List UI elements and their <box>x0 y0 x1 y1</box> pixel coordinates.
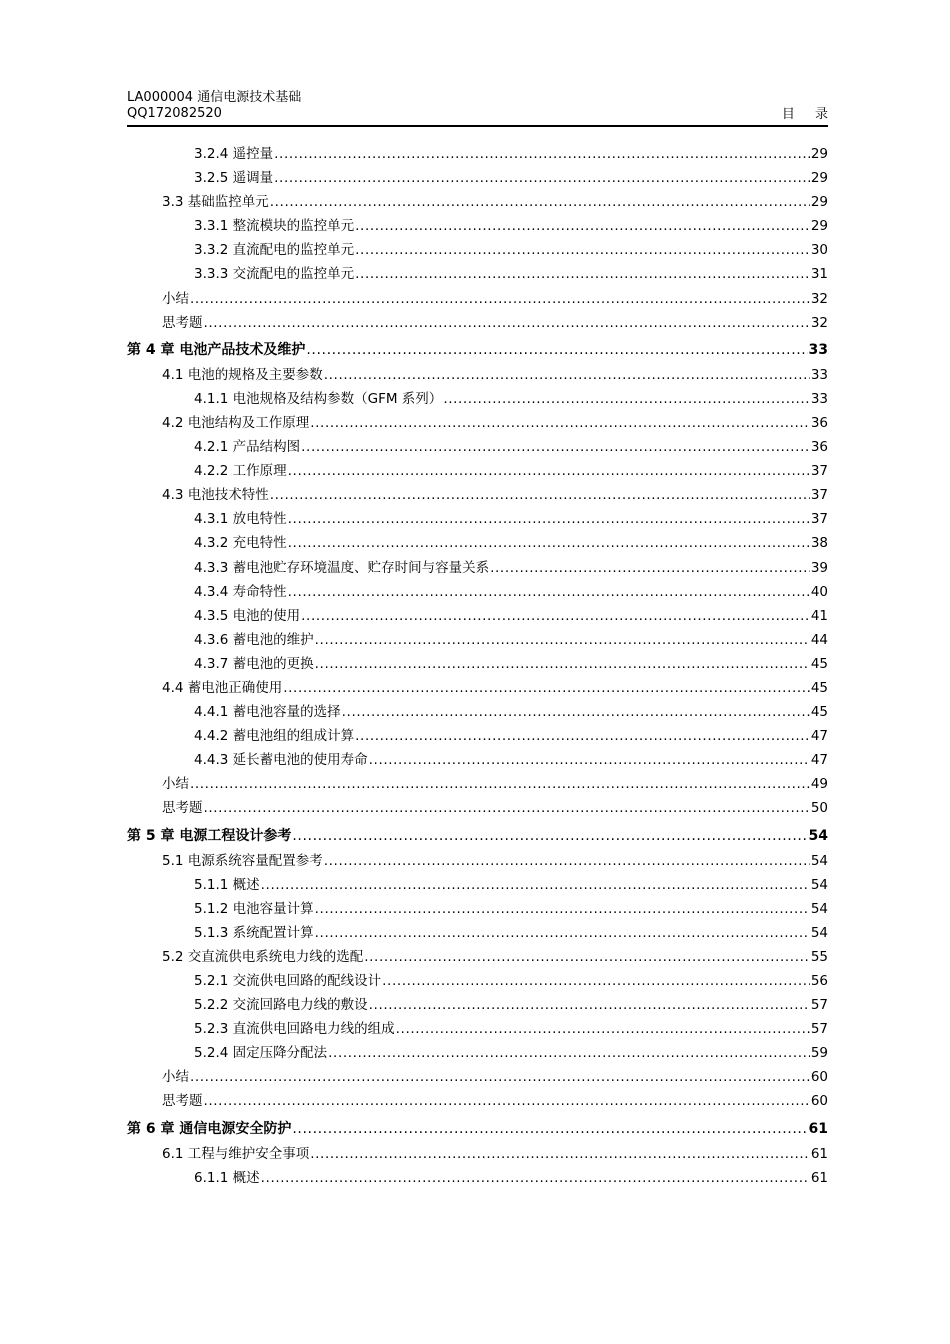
toc-entry[interactable] <box>127 411 828 435</box>
toc-entry[interactable] <box>127 238 828 262</box>
toc-entry-label: 4.3.4 寿命特性 <box>194 583 287 600</box>
toc-entry[interactable] <box>127 993 828 1017</box>
toc-entry[interactable] <box>127 772 828 796</box>
toc-entry-page: 45 <box>810 679 828 696</box>
toc-entry-page: 36 <box>810 414 828 431</box>
toc-entry-label: 思考题 <box>162 1093 203 1110</box>
toc-entry-page: 29 <box>810 146 828 162</box>
section-title: 目 录 <box>781 107 836 122</box>
dot-leader <box>204 311 810 335</box>
toc-entry-page: 60 <box>810 1069 828 1086</box>
toc-entry-label: 3.3 基础监控单元 <box>162 194 269 211</box>
toc-entry[interactable] <box>127 459 828 483</box>
toc-entry[interactable] <box>127 1166 828 1190</box>
toc-entry[interactable] <box>127 700 828 724</box>
toc-entry[interactable] <box>127 142 828 166</box>
dot-leader <box>443 387 810 411</box>
toc-entry-label: 5.1.1 概述 <box>194 876 260 893</box>
toc-entry-label: 4.3 电池技术特性 <box>162 487 269 504</box>
toc-entry-page: 41 <box>810 607 828 624</box>
dot-leader <box>190 772 810 796</box>
dot-leader <box>315 921 810 945</box>
toc-entry[interactable] <box>127 483 828 507</box>
toc-entry-label: 思考题 <box>162 314 203 331</box>
dot-leader <box>355 262 810 286</box>
toc-entry-page: 57 <box>810 997 828 1014</box>
toc-entry-label: 3.3.1 整流模块的监控单元 <box>194 218 355 235</box>
toc-entry[interactable] <box>127 435 828 459</box>
dot-leader <box>270 483 810 507</box>
dot-leader <box>369 748 810 772</box>
toc-entry[interactable] <box>127 1089 828 1113</box>
toc-entry-page: 61 <box>810 1169 828 1186</box>
toc-entry-label: 4.2.1 产品结构图 <box>194 439 301 456</box>
toc-entry-page: 37 <box>810 463 828 480</box>
toc-entry[interactable] <box>127 748 828 772</box>
toc-entry-label: 4.4 蓄电池正确使用 <box>162 679 283 696</box>
toc-entry-label: 4.1 电池的规格及主要参数 <box>162 366 323 383</box>
dot-leader <box>288 531 810 555</box>
toc-entry-page: 61 <box>808 1120 828 1137</box>
toc-entry-page: 54 <box>810 900 828 917</box>
toc-entry[interactable] <box>127 166 828 190</box>
toc-entry-page: 59 <box>810 1045 828 1062</box>
dot-leader <box>190 287 810 311</box>
toc-entry-label: 5.1 电源系统容量配置参考 <box>162 852 323 869</box>
toc-entry[interactable] <box>127 190 828 214</box>
dot-leader <box>364 945 810 969</box>
toc-entry[interactable] <box>127 387 828 411</box>
dot-leader <box>306 335 807 365</box>
toc-entry[interactable] <box>127 363 828 387</box>
toc-entry-page: 29 <box>810 170 828 187</box>
toc-entry[interactable] <box>127 214 828 238</box>
toc-entry-label: 4.3.3 蓄电池贮存环境温度、贮存时间与容量关系 <box>194 559 490 576</box>
document-qq: QQ172082520 <box>127 106 222 121</box>
dot-leader <box>301 604 810 628</box>
dot-leader <box>204 796 810 820</box>
toc-entry[interactable] <box>127 921 828 945</box>
dot-leader <box>324 849 810 873</box>
toc-entry[interactable] <box>127 945 828 969</box>
toc-entry-label: 4.2 电池结构及工作原理 <box>162 414 310 431</box>
toc-entry[interactable] <box>127 531 828 555</box>
toc-entry-label: 5.2.2 交流回路电力线的敷设 <box>194 997 368 1014</box>
toc-chapter-entry[interactable] <box>127 821 828 849</box>
toc-entry-page: 54 <box>808 827 828 844</box>
toc-entry-page: 32 <box>810 290 828 307</box>
toc-entry[interactable] <box>127 1065 828 1089</box>
toc-entry-label: 3.3.3 交流配电的监控单元 <box>194 266 355 283</box>
toc-entry-label: 4.3.2 充电特性 <box>194 535 287 552</box>
dot-leader <box>301 435 810 459</box>
toc-entry-label: 第 6 章 通信电源安全防护 <box>127 1120 292 1137</box>
toc-chapter-entry[interactable] <box>127 1114 828 1142</box>
toc-entry-label: 5.1.3 系统配置计算 <box>194 924 314 941</box>
toc-entry-label: 4.3.1 放电特性 <box>194 511 287 528</box>
dot-leader <box>355 238 810 262</box>
toc-entry[interactable] <box>127 287 828 311</box>
dot-leader <box>270 190 810 214</box>
toc-entry-page: 49 <box>810 776 828 793</box>
header-rule <box>127 125 828 127</box>
toc-entry-page: 47 <box>810 752 828 769</box>
toc-entry-page: 39 <box>810 559 828 576</box>
toc-entry[interactable] <box>127 849 828 873</box>
toc-entry[interactable] <box>127 1017 828 1041</box>
toc-entry[interactable] <box>127 676 828 700</box>
toc-entry-page: 33 <box>810 390 828 407</box>
dot-leader <box>274 166 810 190</box>
toc-entry-page: 40 <box>810 583 828 600</box>
toc-entry-label: 6.1 工程与维护安全事项 <box>162 1145 310 1162</box>
dot-leader <box>382 969 810 993</box>
toc-entry-label: 4.1.1 电池规格及结构参数（GFM 系列） <box>194 390 443 407</box>
toc-entry-page: 61 <box>810 1145 828 1162</box>
toc-entry-label: 小结 <box>162 776 189 793</box>
toc-entry-page: 31 <box>810 266 828 283</box>
toc-entry-label: 5.2.4 固定压降分配法 <box>194 1045 328 1062</box>
dot-leader <box>342 700 810 724</box>
toc-entry-page: 44 <box>810 631 828 648</box>
toc-entry-label: 5.2.3 直流供电回路电力线的组成 <box>194 1021 395 1038</box>
toc-entry-label: 3.3.2 直流配电的监控单元 <box>194 242 355 259</box>
toc-entry-label: 5.2.1 交流供电回路的配线设计 <box>194 973 382 989</box>
toc-entry[interactable] <box>127 724 828 748</box>
toc-entry-page: 45 <box>810 704 828 721</box>
dot-leader <box>324 363 810 387</box>
toc-entry-page: 54 <box>810 852 828 869</box>
dot-leader <box>292 1114 807 1144</box>
toc-entry-page: 36 <box>810 439 828 456</box>
toc-entry-label: 4.3.6 蓄电池的维护 <box>194 631 314 648</box>
toc-entry[interactable] <box>127 1041 828 1065</box>
toc-entry-label: 6.1.1 概述 <box>194 1169 260 1186</box>
dot-leader <box>315 897 810 921</box>
toc-entry-page: 30 <box>810 242 828 259</box>
toc-entry-page: 47 <box>810 728 828 745</box>
toc-entry-page: 57 <box>810 1021 828 1038</box>
toc-entry-label: 4.4.1 蓄电池容量的选择 <box>194 704 341 721</box>
toc-entry[interactable] <box>127 507 828 531</box>
toc-entry[interactable] <box>127 1142 828 1166</box>
dot-leader <box>490 556 810 580</box>
toc-entry-label: 思考题 <box>162 800 203 817</box>
dot-leader <box>396 1017 810 1041</box>
toc-entry-page: 37 <box>810 487 828 504</box>
toc-entry[interactable] <box>127 873 828 897</box>
toc-entry[interactable] <box>127 604 828 628</box>
dot-leader <box>288 459 810 483</box>
toc-entry-label: 4.2.2 工作原理 <box>194 463 287 480</box>
toc-entry-label: 小结 <box>162 290 189 307</box>
toc-entry[interactable] <box>127 262 828 286</box>
toc-entry-page: 56 <box>810 973 828 989</box>
dot-leader <box>261 1166 810 1190</box>
toc-entry-page: 54 <box>810 876 828 893</box>
dot-leader <box>355 724 810 748</box>
dot-leader <box>355 214 810 238</box>
toc-entry-page: 45 <box>810 655 828 672</box>
toc-entry-page: 32 <box>810 314 828 331</box>
dot-leader <box>328 1041 810 1065</box>
toc-entry[interactable] <box>127 796 828 820</box>
toc-entry-label: 第 5 章 电源工程设计参考 <box>127 827 292 844</box>
toc-entry-label: 5.2 交直流供电系统电力线的选配 <box>162 948 364 965</box>
toc-entry-label: 小结 <box>162 1069 189 1086</box>
toc-entry-label: 4.4.3 延长蓄电池的使用寿命 <box>194 752 368 769</box>
dot-leader <box>283 676 810 700</box>
toc-entry-label: 4.3.5 电池的使用 <box>194 607 301 624</box>
toc-entry-label: 4.4.2 蓄电池组的组成计算 <box>194 728 355 745</box>
dot-leader <box>315 652 810 676</box>
page-header <box>127 90 836 122</box>
dot-leader <box>310 1142 810 1166</box>
dot-leader <box>292 821 807 851</box>
dot-leader <box>261 873 810 897</box>
document-title: LA000004 通信电源技术基础 <box>127 90 302 105</box>
toc-entry-label: 3.2.5 遥调量 <box>194 170 274 187</box>
dot-leader <box>369 993 810 1017</box>
toc-entry-page: 29 <box>810 218 828 235</box>
toc-entry-page: 37 <box>810 511 828 528</box>
toc-entry-page: 50 <box>810 800 828 817</box>
dot-leader <box>190 1065 810 1089</box>
toc-entry-label: 4.3.7 蓄电池的更换 <box>194 655 314 672</box>
toc-entry[interactable] <box>127 580 828 604</box>
toc-chapter-entry[interactable] <box>127 335 828 363</box>
toc-entry-page: 60 <box>810 1093 828 1110</box>
toc-entry[interactable] <box>127 652 828 676</box>
toc-entry[interactable] <box>127 556 828 580</box>
toc-entry[interactable] <box>127 628 828 652</box>
dot-leader <box>310 411 810 435</box>
toc-entry-page: 33 <box>808 341 828 358</box>
toc-entry-label: 3.2.4 遥控量 <box>194 146 274 162</box>
toc-entry-label: 第 4 章 电池产品技术及维护 <box>127 341 306 358</box>
dot-leader <box>274 142 810 166</box>
toc-entry-page: 29 <box>810 194 828 211</box>
table-of-contents <box>127 142 828 1190</box>
dot-leader <box>288 580 810 604</box>
toc-entry-page: 38 <box>810 535 828 552</box>
dot-leader <box>315 628 810 652</box>
dot-leader <box>204 1089 810 1113</box>
toc-entry-page: 33 <box>810 366 828 383</box>
toc-entry-label: 5.1.2 电池容量计算 <box>194 900 314 917</box>
toc-entry[interactable] <box>127 897 828 921</box>
dot-leader <box>288 507 810 531</box>
toc-entry[interactable] <box>127 311 828 335</box>
toc-entry[interactable] <box>127 969 828 993</box>
toc-entry-page: 54 <box>810 924 828 941</box>
toc-entry-page: 55 <box>810 948 828 965</box>
